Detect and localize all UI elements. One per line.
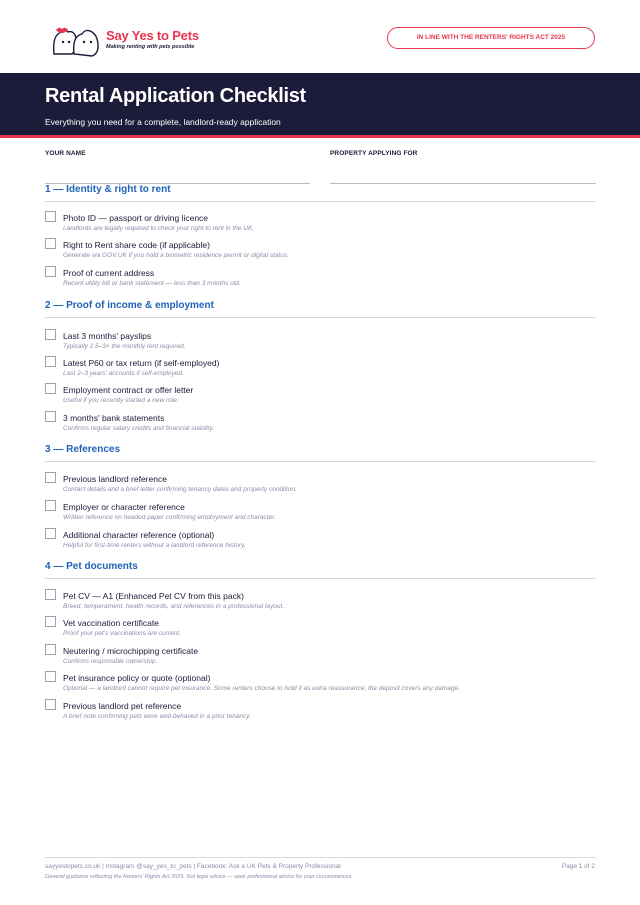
item-note: Helpful for first-time renters without a landlord reference history.	[63, 542, 246, 549]
section-title: 1 — Identity & right to rent	[45, 184, 171, 195]
banner-accent-line	[0, 135, 640, 138]
item-title: Previous landlord pet reference	[63, 701, 182, 711]
title-banner	[0, 73, 640, 135]
item-note: Confirms regular salary credits and financial stability.	[63, 425, 215, 432]
section-income	[45, 300, 596, 318]
item-title: 3 months' bank statements	[63, 413, 165, 423]
item-note: Confirms responsible ownership.	[63, 658, 158, 665]
checkbox[interactable]	[45, 644, 56, 655]
section-divider	[45, 201, 596, 202]
section-title: 3 — References	[45, 444, 121, 455]
section-references	[45, 444, 596, 462]
item-note: Recent utility bill or bank statement — less than 3 months old.	[63, 280, 241, 287]
page-number: Page 1 of 2	[561, 863, 595, 870]
item-note: Useful if you recently started a new role.	[63, 397, 179, 404]
item-title: Photo ID — passport or driving licence	[63, 213, 209, 223]
checkbox[interactable]	[45, 500, 56, 511]
page-title: Rental Application Checklist	[45, 85, 306, 107]
compliance-badge: IN LINE WITH THE RENTERS' RIGHTS ACT 2025	[387, 27, 595, 49]
brand-tagline: Making renting with pets possible	[106, 44, 195, 50]
item-note: Typically 2.5–3× the monthly rent required.	[63, 343, 186, 350]
item-note: Last 2–3 years' accounts if self-employed.	[63, 370, 184, 377]
checkbox[interactable]	[45, 671, 56, 682]
checkbox[interactable]	[45, 411, 56, 422]
checkbox[interactable]	[45, 238, 56, 249]
item-note: A brief note confirming pets were well-behaved in a prior tenancy.	[63, 713, 251, 720]
checkbox[interactable]	[45, 211, 56, 222]
item-note: Proof your pet's vaccinations are current.	[63, 630, 181, 637]
brand-name: Say Yes to Pets	[106, 28, 199, 43]
section-title: 4 — Pet documents	[45, 561, 138, 572]
item-title: Employment contract or offer letter	[63, 385, 194, 395]
item-title: Additional character reference (optional)	[63, 530, 215, 540]
item-title: Pet insurance policy or quote (optional)	[63, 673, 211, 683]
section-divider	[45, 578, 596, 579]
section-pet-documents	[45, 561, 596, 579]
item-title: Employer or character reference	[63, 502, 185, 512]
item-note: Landlords are legally required to check your right to rent in the UK.	[63, 225, 255, 232]
footer-divider	[45, 857, 596, 858]
section-identity	[45, 184, 596, 202]
pets-logo-icon	[48, 24, 104, 60]
checkbox[interactable]	[45, 329, 56, 340]
item-title: Proof of current address	[63, 268, 155, 278]
page-header	[0, 0, 640, 73]
item-title: Latest P60 or tax return (if self-employed)	[63, 358, 220, 368]
checkbox[interactable]	[45, 356, 56, 367]
item-note: Optional — a landlord cannot require pet insurance. Some renters choose to hold it as extra reassurance; the deposit covers any damage.	[63, 685, 461, 692]
item-note: Written reference on headed paper confirming employment and character.	[63, 514, 276, 521]
checkbox[interactable]	[45, 616, 56, 627]
checkbox[interactable]	[45, 383, 56, 394]
property-field-label: PROPERTY APPLYING FOR	[330, 150, 418, 157]
section-divider	[45, 461, 596, 462]
item-note: Contact details and a brief letter confirming tenancy dates and property condition.	[63, 486, 297, 493]
footer-links: sayyestopets.co.uk | Instagram @say_yes_to_pets | Facebook: Ask a UK Pets & Property Professional	[45, 863, 341, 870]
item-title: Right to Rent share code (if applicable)	[63, 240, 210, 250]
item-note: Breed, temperament, health records, and references in a professional layout.	[63, 603, 285, 610]
page-subtitle: Everything you need for a complete, landlord-ready application	[45, 117, 281, 127]
item-title: Last 3 months' payslips	[63, 331, 152, 341]
item-title: Vet vaccination certificate	[63, 618, 159, 628]
checkbox[interactable]	[45, 699, 56, 710]
item-title: Previous landlord reference	[63, 474, 167, 484]
section-title: 2 — Proof of income & employment	[45, 300, 214, 311]
item-title: Pet CV — A1 (Enhanced Pet CV from this pack)	[63, 591, 244, 601]
section-divider	[45, 317, 596, 318]
item-title: Neutering / microchipping certificate	[63, 646, 199, 656]
checkbox[interactable]	[45, 266, 56, 277]
checkbox[interactable]	[45, 528, 56, 539]
checkbox[interactable]	[45, 589, 56, 600]
footer-disclaimer: General guidance reflecting the Renters' Rights Act 2025. Not legal advice — seek professional advice for your circumstances.	[45, 874, 353, 880]
item-note: Generate via GOV.UK if you hold a biometric residence permit or digital status.	[63, 252, 290, 259]
checkbox[interactable]	[45, 472, 56, 483]
name-field-label: YOUR NAME	[45, 150, 86, 157]
brand-block	[106, 28, 199, 50]
